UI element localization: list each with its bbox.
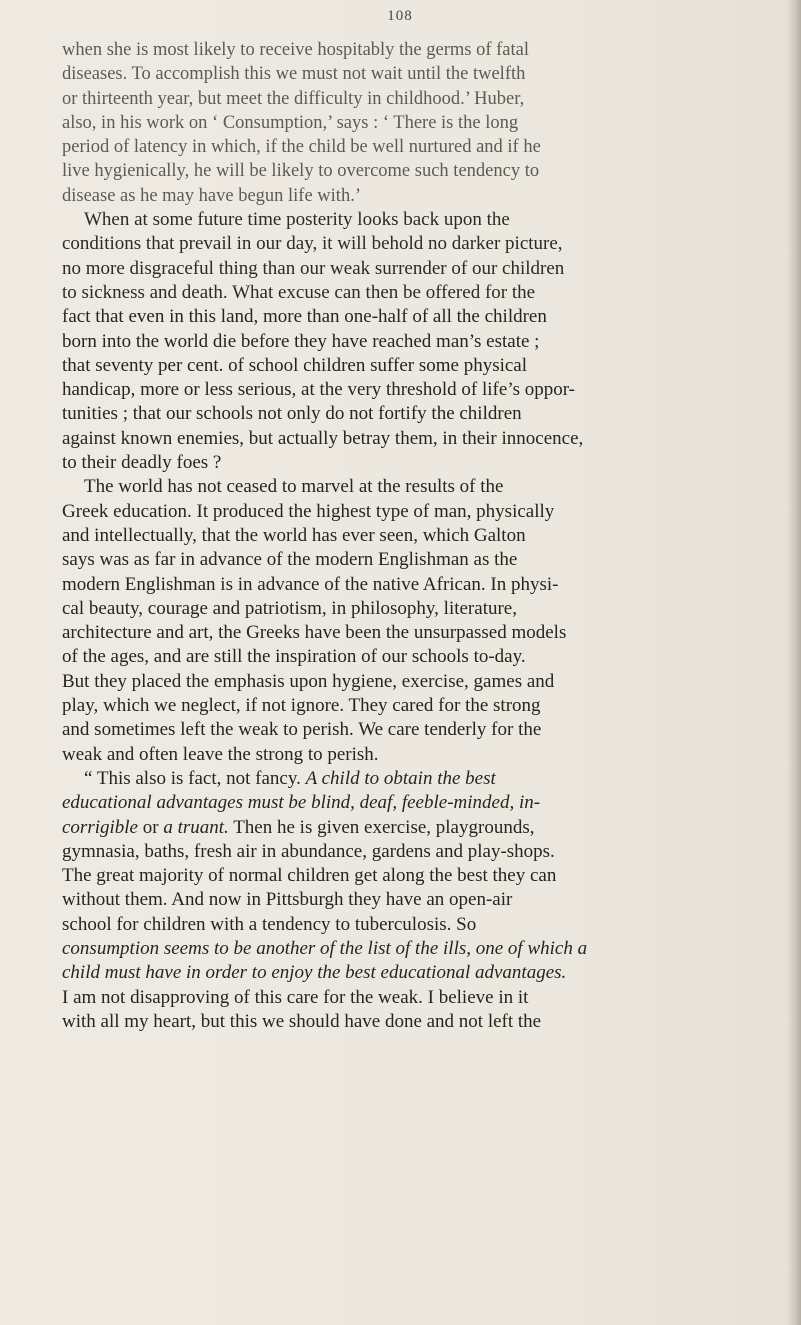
text-segment: or: [138, 816, 164, 838]
text-line: modern Englishman is in advance of the native African. In physi-: [62, 573, 559, 595]
text-line: disease as he may have begun life with.’: [62, 185, 361, 206]
italic-segment: consumption seems to be another of the list of the ills, one of which a: [62, 937, 588, 959]
text-line: also, in his work on ‘ Consumption,’ says : ‘ There is the long: [62, 112, 519, 133]
text-line: that seventy per cent. of school children suffer some physical: [62, 354, 528, 376]
text-line: But they placed the emphasis upon hygiene, exercise, games and: [62, 670, 555, 692]
text-line: live hygienically, he will be likely to overcome such tendency to: [62, 161, 540, 182]
text-line: conditions that prevail in our day, it will behold no darker picture,: [62, 233, 563, 255]
text-line: no more disgraceful thing than our weak surrender of our children: [62, 257, 565, 279]
italic-segment: A child to obtain the best: [305, 767, 496, 789]
text-line: When at some future time posterity looks back upon the: [84, 209, 510, 231]
italic-segment: educational advantages must be blind, deaf, feeble-minded, in-: [62, 792, 541, 814]
text-line: weak and often leave the strong to perish.: [62, 743, 379, 765]
text-line: against known enemies, but actually betray them, in their innocence,: [62, 427, 584, 449]
text-segment: Then he is given exercise, playgrounds,: [228, 816, 535, 838]
body-text: [62, 38, 790, 1034]
page-number: 108: [387, 8, 413, 24]
text-line: and intellectually, that the world has ever seen, which Galton: [62, 524, 526, 546]
text-line: [62, 937, 790, 961]
text-line: and sometimes left the weak to perish. We care tenderly for the: [62, 719, 542, 741]
text-line: [62, 961, 790, 985]
text-line: to their deadly foes ?: [62, 452, 222, 474]
text-line: or thirteenth year, but meet the difficulty in childhood.’ Huber,: [62, 88, 525, 109]
text-line: of the ages, and are still the inspiration of our schools to-day.: [62, 646, 526, 668]
text-line: without them. And now in Pittsburgh they have an open-air: [62, 889, 513, 911]
text-line: handicap, more or less serious, at the very threshold of life’s oppor-: [62, 379, 576, 401]
text-line: [62, 767, 790, 791]
text-line: I am not disapproving of this care for the weak. I believe in it: [62, 986, 529, 1008]
text-line: period of latency in which, if the child be well nurtured and if he: [62, 137, 541, 158]
text-segment: “ This also is fact, not fancy.: [84, 767, 306, 789]
text-line: Greek education. It produced the highest type of man, physically: [62, 500, 555, 522]
text-line: says was as far in advance of the modern Englishman as the: [62, 549, 518, 571]
text-line: cal beauty, courage and patriotism, in philosophy, literature,: [62, 597, 517, 619]
text-line: [62, 816, 790, 840]
text-line: born into the world die before they have reached man’s estate ;: [62, 330, 540, 352]
italic-segment: corrigible: [62, 816, 138, 838]
text-line: The world has not ceased to marvel at the results of the: [84, 476, 504, 498]
text-line: The great majority of normal children get along the best they can: [62, 865, 557, 887]
text-line: play, which we neglect, if not ignore. They cared for the strong: [62, 695, 541, 717]
text-line: school for children with a tendency to tuberculosis. So: [62, 913, 477, 935]
italic-segment: child must have in order to enjoy the best educational advantages.: [62, 962, 567, 984]
italic-segment: a truant.: [163, 816, 229, 838]
text-line: to sickness and death. What excuse can then be offered for the: [62, 281, 536, 303]
text-line: with all my heart, but this we should have done and not left the: [62, 1010, 542, 1032]
text-line: when she is most likely to receive hospitably the germs of fatal: [62, 40, 530, 60]
text-line: gymnasia, baths, fresh air in abundance, gardens and play-shops.: [62, 840, 555, 862]
text-line: [62, 791, 790, 815]
text-line: diseases. To accomplish this we must not wait until the twelfth: [62, 64, 526, 85]
text-line: tunities ; that our schools not only do not fortify the children: [62, 403, 522, 425]
text-line: architecture and art, the Greeks have been the unsurpassed models: [62, 622, 567, 644]
text-line: fact that even in this land, more than one-half of all the children: [62, 306, 547, 328]
